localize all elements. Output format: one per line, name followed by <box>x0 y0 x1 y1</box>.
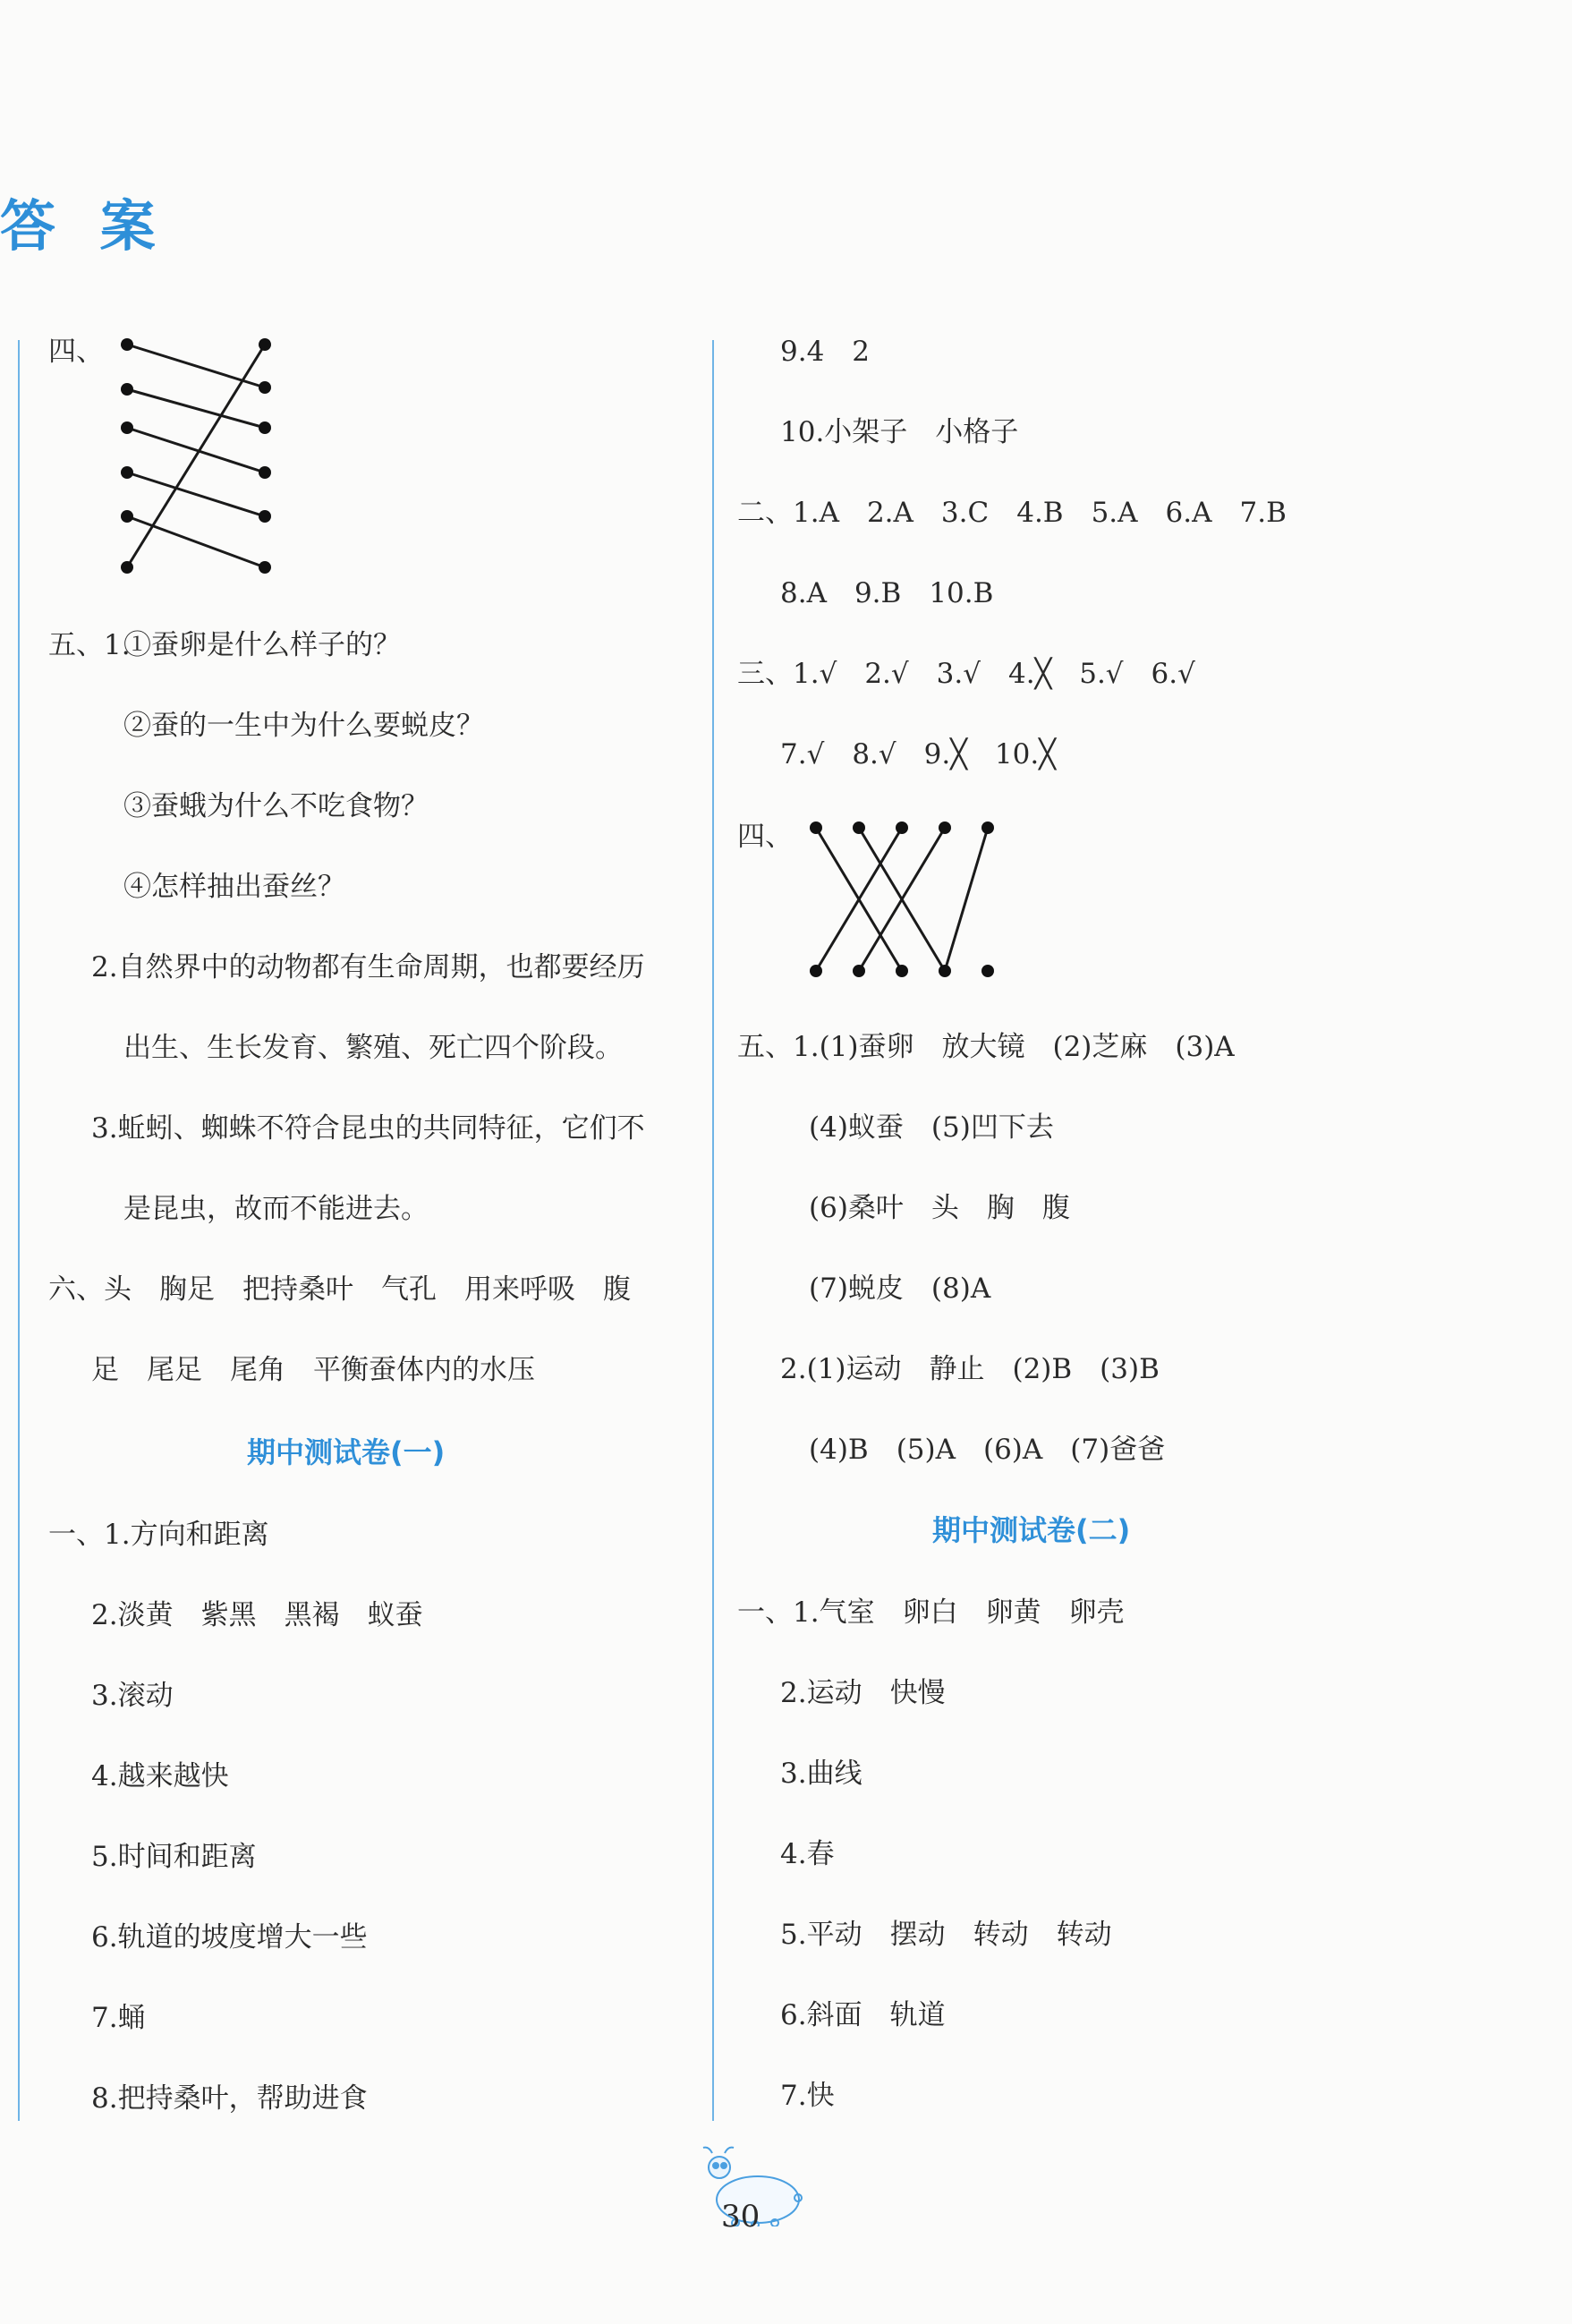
answer-line: 5.平动 摆动 转动 转动 <box>780 1919 1112 1951</box>
match-dot <box>896 965 908 977</box>
answer-line: 5.时间和距离 <box>91 1841 257 1873</box>
center-column-rule <box>712 340 714 2121</box>
answer-line: 三、1.√ 2.√ 3.√ 4.╳ 5.√ 6.√ <box>737 658 1195 690</box>
answer-line: (7)蜕皮 (8)A <box>809 1273 991 1305</box>
answer-line: 2.(1)运动 静止 (2)B (3)B <box>780 1353 1160 1385</box>
page-title: 答 案 <box>0 193 168 259</box>
match-dot <box>981 821 994 834</box>
match-dot <box>259 421 271 434</box>
q4-label: 四、 <box>48 336 104 368</box>
match-line <box>945 828 988 971</box>
match-dot <box>259 338 271 351</box>
q6-line: 足 尾足 尾角 平衡蚕体内的水压 <box>91 1354 535 1386</box>
answer-line: 3.曲线 <box>780 1758 862 1790</box>
answer-line: 6.轨道的坡度增大一些 <box>91 1921 368 1954</box>
answer-line: 6.斜面 轨道 <box>780 1999 946 2031</box>
answer-line: 二、1.A 2.A 3.C 4.B 5.A 6.A 7.B <box>737 497 1287 529</box>
section-title-midterm-2: 期中测试卷(二) <box>932 1513 1131 1547</box>
answer-line: (4)蚁蚕 (5)凹下去 <box>809 1111 1054 1144</box>
match-dot <box>939 821 951 834</box>
answer-line: (4)B (5)A (6)A (7)爸爸 <box>809 1434 1166 1466</box>
match-dot <box>896 821 908 834</box>
match-dot <box>981 965 994 977</box>
match-line <box>127 428 265 472</box>
answer-line: 4.春 <box>780 1838 835 1870</box>
answer-line: 五、1.(1)蚕卵 放大镜 (2)芝麻 (3)A <box>737 1031 1235 1063</box>
page-number: 30 <box>721 2199 761 2235</box>
match-dot <box>121 510 133 523</box>
match-dot <box>259 510 271 523</box>
q5-item2-line: 出生、生长发育、繁殖、死亡四个阶段。 <box>123 1032 623 1064</box>
match-dot <box>121 466 133 479</box>
left-margin-rule <box>18 340 20 2121</box>
match-dot <box>121 338 133 351</box>
answer-line: 7.√ 8.√ 9.╳ 10.╳ <box>780 738 1056 770</box>
answer-line: 4.越来越快 <box>91 1760 229 1792</box>
section-title-midterm-1: 期中测试卷(一) <box>247 1435 446 1469</box>
q5-item: ②蚕的一生中为什么要蜕皮？ <box>123 710 484 742</box>
answer-line: 7.蛹 <box>91 2002 146 2034</box>
match-line <box>127 345 265 387</box>
answer-line: 2.运动 快慢 <box>780 1677 946 1709</box>
match-dot <box>259 561 271 574</box>
answer-line: 10.小架子 小格子 <box>780 416 1019 448</box>
match-dot <box>853 821 865 834</box>
match-dot <box>853 965 865 977</box>
answer-line: 3.滚动 <box>91 1680 174 1712</box>
match-dot <box>259 381 271 394</box>
answer-line: 8.把持桑叶，帮助进食 <box>91 2082 368 2115</box>
answer-line: 一、1.气室 卵白 卵黄 卵壳 <box>737 1596 1125 1629</box>
q5-item3-line: 3.蚯蚓、蜘蛛不符合昆虫的共同特征，它们不 <box>91 1112 645 1145</box>
answer-line: 7.快 <box>780 2080 835 2112</box>
match-line <box>127 345 265 567</box>
q5-item3-line: 是昆虫，故而不能进去。 <box>123 1193 429 1225</box>
q5-label: 五、1. <box>48 629 131 661</box>
match-line <box>127 516 265 567</box>
matching-diagram-left <box>116 336 286 577</box>
answer-line: 9.4 2 <box>780 336 871 368</box>
answer-line: 一、1.方向和距离 <box>48 1519 269 1551</box>
answer-line: 8.A 9.B 10.B <box>780 577 994 609</box>
match-line <box>127 389 265 428</box>
match-dot <box>810 965 822 977</box>
q5-item2-line: 2.自然界中的动物都有生命周期，也都要经历 <box>91 951 645 983</box>
match-dot <box>121 561 133 574</box>
match-dot <box>939 965 951 977</box>
match-dot <box>810 821 822 834</box>
q6-line: 六、头 胸足 把持桑叶 气孔 用来呼吸 腹 <box>48 1273 631 1306</box>
match-dot <box>121 383 133 396</box>
q5-item: ③蚕蛾为什么不吃食物？ <box>123 790 429 822</box>
match-dot <box>259 466 271 479</box>
answer-line: 2.淡黄 紫黑 黑褐 蚁蚕 <box>91 1599 423 1631</box>
matching-diagram-right <box>805 819 1002 980</box>
match-line <box>127 472 265 516</box>
match-dot <box>121 421 133 434</box>
answer-line: (6)桑叶 头 胸 腹 <box>809 1192 1070 1224</box>
q5-item: ④怎样抽出蚕丝？ <box>123 871 345 903</box>
q5-item: ①蚕卵是什么样子的？ <box>123 629 401 661</box>
q4-label: 四、 <box>737 821 793 853</box>
